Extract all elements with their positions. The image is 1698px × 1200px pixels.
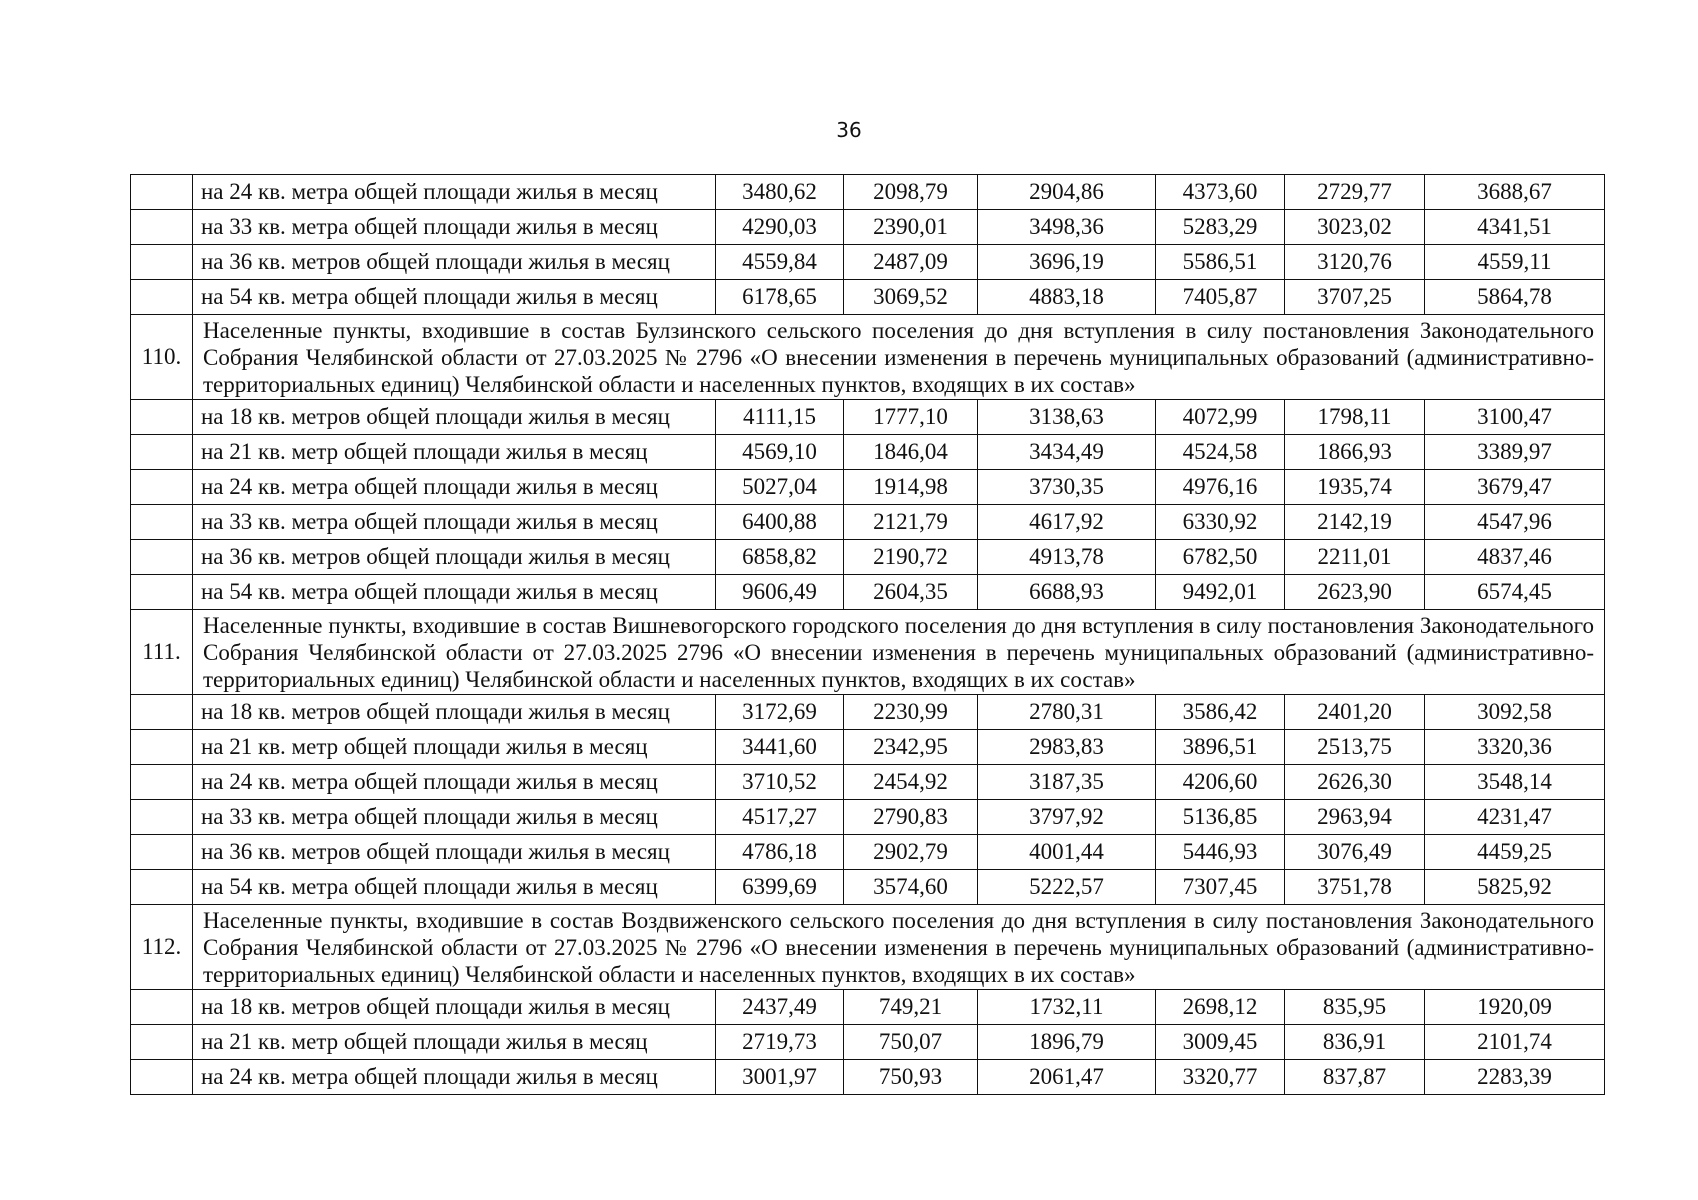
- value-cell: 2190,72: [844, 540, 978, 575]
- value-cell: 3120,76: [1285, 245, 1425, 280]
- table-row: [131, 400, 1605, 435]
- area-norm-label: на 54 кв. метра общей площади жилья в месяц: [193, 280, 716, 315]
- empty-number-cell: [131, 1025, 193, 1060]
- value-cell: 4883,18: [978, 280, 1156, 315]
- value-cell: 2121,79: [844, 505, 978, 540]
- value-cell: 3187,35: [978, 765, 1156, 800]
- table-row: [131, 175, 1605, 210]
- value-cell: 6330,92: [1156, 505, 1285, 540]
- value-cell: 4111,15: [716, 400, 844, 435]
- empty-number-cell: [131, 210, 193, 245]
- value-cell: 4837,46: [1425, 540, 1605, 575]
- value-cell: 3441,60: [716, 730, 844, 765]
- value-cell: 3498,36: [978, 210, 1156, 245]
- value-cell: 2604,35: [844, 575, 978, 610]
- table-row: [131, 1025, 1605, 1060]
- value-cell: 2513,75: [1285, 730, 1425, 765]
- value-cell: 5446,93: [1156, 835, 1285, 870]
- value-cell: 4524,58: [1156, 435, 1285, 470]
- empty-number-cell: [131, 835, 193, 870]
- value-cell: 2626,30: [1285, 765, 1425, 800]
- settlement-group-row: [131, 905, 1605, 990]
- value-cell: 2904,86: [978, 175, 1156, 210]
- value-cell: 3696,19: [978, 245, 1156, 280]
- value-cell: 2061,47: [978, 1060, 1156, 1095]
- value-cell: 3172,69: [716, 695, 844, 730]
- value-cell: 3707,25: [1285, 280, 1425, 315]
- empty-number-cell: [131, 800, 193, 835]
- area-norm-label: на 33 кв. метра общей площади жилья в месяц: [193, 800, 716, 835]
- table-row: [131, 435, 1605, 470]
- value-cell: 6178,65: [716, 280, 844, 315]
- empty-number-cell: [131, 505, 193, 540]
- table-row: [131, 990, 1605, 1025]
- value-cell: 4459,25: [1425, 835, 1605, 870]
- value-cell: 2098,79: [844, 175, 978, 210]
- value-cell: 2623,90: [1285, 575, 1425, 610]
- value-cell: 1920,09: [1425, 990, 1605, 1025]
- empty-number-cell: [131, 175, 193, 210]
- value-cell: 6688,93: [978, 575, 1156, 610]
- value-cell: 5222,57: [978, 870, 1156, 905]
- value-cell: 1798,11: [1285, 400, 1425, 435]
- value-cell: 9492,01: [1156, 575, 1285, 610]
- value-cell: 5825,92: [1425, 870, 1605, 905]
- value-cell: 2790,83: [844, 800, 978, 835]
- empty-number-cell: [131, 765, 193, 800]
- value-cell: 3001,97: [716, 1060, 844, 1095]
- settlement-group-row: [131, 610, 1605, 695]
- tariff-table: [130, 174, 1605, 1095]
- empty-number-cell: [131, 695, 193, 730]
- value-cell: 750,93: [844, 1060, 978, 1095]
- value-cell: 750,07: [844, 1025, 978, 1060]
- value-cell: 5136,85: [1156, 800, 1285, 835]
- area-norm-label: на 24 кв. метра общей площади жилья в месяц: [193, 1060, 716, 1095]
- value-cell: 1777,10: [844, 400, 978, 435]
- value-cell: 6858,82: [716, 540, 844, 575]
- value-cell: 1914,98: [844, 470, 978, 505]
- value-cell: 3548,14: [1425, 765, 1605, 800]
- area-norm-label: на 18 кв. метров общей площади жилья в месяц: [193, 990, 716, 1025]
- page-number: 36: [836, 118, 862, 142]
- value-cell: 3076,49: [1285, 835, 1425, 870]
- value-cell: 4517,27: [716, 800, 844, 835]
- area-norm-label: на 33 кв. метра общей площади жилья в месяц: [193, 210, 716, 245]
- value-cell: 9606,49: [716, 575, 844, 610]
- empty-number-cell: [131, 730, 193, 765]
- value-cell: 2437,49: [716, 990, 844, 1025]
- empty-number-cell: [131, 245, 193, 280]
- empty-number-cell: [131, 1060, 193, 1095]
- value-cell: 3434,49: [978, 435, 1156, 470]
- value-cell: 2342,95: [844, 730, 978, 765]
- value-cell: 2698,12: [1156, 990, 1285, 1025]
- value-cell: 2983,83: [978, 730, 1156, 765]
- table-body: [131, 175, 1605, 1095]
- value-cell: 3320,36: [1425, 730, 1605, 765]
- value-cell: 4559,11: [1425, 245, 1605, 280]
- value-cell: 3480,62: [716, 175, 844, 210]
- table-row: [131, 835, 1605, 870]
- value-cell: 4373,60: [1156, 175, 1285, 210]
- value-cell: 2780,31: [978, 695, 1156, 730]
- value-cell: 4206,60: [1156, 765, 1285, 800]
- value-cell: 2211,01: [1285, 540, 1425, 575]
- value-cell: 6782,50: [1156, 540, 1285, 575]
- table-row: [131, 870, 1605, 905]
- value-cell: 3009,45: [1156, 1025, 1285, 1060]
- area-norm-label: на 33 кв. метра общей площади жилья в месяц: [193, 505, 716, 540]
- value-cell: 4290,03: [716, 210, 844, 245]
- value-cell: 2230,99: [844, 695, 978, 730]
- area-norm-label: на 36 кв. метров общей площади жилья в месяц: [193, 245, 716, 280]
- area-norm-label: на 24 кв. метра общей площади жилья в месяц: [193, 765, 716, 800]
- value-cell: 6399,69: [716, 870, 844, 905]
- area-norm-label: на 54 кв. метра общей площади жилья в месяц: [193, 870, 716, 905]
- value-cell: 4001,44: [978, 835, 1156, 870]
- value-cell: 3586,42: [1156, 695, 1285, 730]
- value-cell: 2454,92: [844, 765, 978, 800]
- value-cell: 1866,93: [1285, 435, 1425, 470]
- value-cell: 3730,35: [978, 470, 1156, 505]
- empty-number-cell: [131, 990, 193, 1025]
- table-row: [131, 280, 1605, 315]
- value-cell: 5283,29: [1156, 210, 1285, 245]
- value-cell: 4341,51: [1425, 210, 1605, 245]
- value-cell: 2729,77: [1285, 175, 1425, 210]
- value-cell: 2719,73: [716, 1025, 844, 1060]
- value-cell: 5586,51: [1156, 245, 1285, 280]
- value-cell: 1896,79: [978, 1025, 1156, 1060]
- table-row: [131, 730, 1605, 765]
- value-cell: 3092,58: [1425, 695, 1605, 730]
- area-norm-label: на 21 кв. метр общей площади жилья в месяц: [193, 1025, 716, 1060]
- value-cell: 7405,87: [1156, 280, 1285, 315]
- table-row: [131, 540, 1605, 575]
- area-norm-label: на 21 кв. метр общей площади жилья в месяц: [193, 730, 716, 765]
- value-cell: 837,87: [1285, 1060, 1425, 1095]
- area-norm-label: на 36 кв. метров общей площади жилья в месяц: [193, 540, 716, 575]
- area-norm-label: на 24 кв. метра общей площади жилья в месяц: [193, 470, 716, 505]
- area-norm-label: на 18 кв. метров общей площади жилья в месяц: [193, 400, 716, 435]
- value-cell: 4547,96: [1425, 505, 1605, 540]
- table-row: [131, 1060, 1605, 1095]
- value-cell: 3138,63: [978, 400, 1156, 435]
- value-cell: 3320,77: [1156, 1060, 1285, 1095]
- table-row: [131, 765, 1605, 800]
- value-cell: 3100,47: [1425, 400, 1605, 435]
- area-norm-label: на 21 кв. метр общей площади жилья в месяц: [193, 435, 716, 470]
- value-cell: 4072,99: [1156, 400, 1285, 435]
- value-cell: 2101,74: [1425, 1025, 1605, 1060]
- empty-number-cell: [131, 400, 193, 435]
- value-cell: 5027,04: [716, 470, 844, 505]
- value-cell: 3389,97: [1425, 435, 1605, 470]
- value-cell: 2487,09: [844, 245, 978, 280]
- value-cell: 2142,19: [1285, 505, 1425, 540]
- value-cell: 2401,20: [1285, 695, 1425, 730]
- table-row: [131, 695, 1605, 730]
- value-cell: 4231,47: [1425, 800, 1605, 835]
- value-cell: 6400,88: [716, 505, 844, 540]
- group-description: Населенные пункты, входившие в состав Воздвиженского сельского поселения до дня вступления в силу постановления Законодательного Собрания Челябинской области от 27.03.2025 № 2796 «О внесении изменения в перечень муниципальных образований (административно-территориальных единиц) Челябинской области и населенных пунктов, входящих в их состав»: [193, 905, 1605, 990]
- value-cell: 4569,10: [716, 435, 844, 470]
- value-cell: 2283,39: [1425, 1060, 1605, 1095]
- group-number: 110.: [131, 315, 193, 400]
- table-row: [131, 575, 1605, 610]
- value-cell: 3896,51: [1156, 730, 1285, 765]
- value-cell: 2963,94: [1285, 800, 1425, 835]
- value-cell: 1935,74: [1285, 470, 1425, 505]
- empty-number-cell: [131, 575, 193, 610]
- empty-number-cell: [131, 540, 193, 575]
- area-norm-label: на 24 кв. метра общей площади жилья в месяц: [193, 175, 716, 210]
- value-cell: 7307,45: [1156, 870, 1285, 905]
- value-cell: 3710,52: [716, 765, 844, 800]
- value-cell: 3797,92: [978, 800, 1156, 835]
- value-cell: 4617,92: [978, 505, 1156, 540]
- value-cell: 6574,45: [1425, 575, 1605, 610]
- value-cell: 835,95: [1285, 990, 1425, 1025]
- group-description: Населенные пункты, входившие в состав Вишневогорского городского поселения до дня вступления в силу постановления Законодательного Собрания Челябинской области от 27.03.2025 2796 «О внесении изменения в перечень муниципальных образований (административно-территориальных единиц) Челябинской области и населенных пунктов, входящих в их состав»: [193, 610, 1605, 695]
- table-row: [131, 505, 1605, 540]
- table-row: [131, 470, 1605, 505]
- value-cell: 3023,02: [1285, 210, 1425, 245]
- group-number: 112.: [131, 905, 193, 990]
- value-cell: 5864,78: [1425, 280, 1605, 315]
- table-row: [131, 245, 1605, 280]
- value-cell: 1846,04: [844, 435, 978, 470]
- table-row: [131, 800, 1605, 835]
- empty-number-cell: [131, 470, 193, 505]
- area-norm-label: на 36 кв. метров общей площади жилья в месяц: [193, 835, 716, 870]
- value-cell: 836,91: [1285, 1025, 1425, 1060]
- value-cell: 4786,18: [716, 835, 844, 870]
- area-norm-label: на 18 кв. метров общей площади жилья в месяц: [193, 695, 716, 730]
- group-number: 111.: [131, 610, 193, 695]
- value-cell: 1732,11: [978, 990, 1156, 1025]
- value-cell: 4976,16: [1156, 470, 1285, 505]
- empty-number-cell: [131, 280, 193, 315]
- group-description: Населенные пункты, входившие в состав Булзинского сельского поселения до дня вступления в силу постановления Законодательного Собрания Челябинской области от 27.03.2025 № 2796 «О внесении изменения в перечень муниципальных образований (административно-территориальных единиц) Челябинской области и населенных пунктов, входящих в их состав»: [193, 315, 1605, 400]
- value-cell: 2390,01: [844, 210, 978, 245]
- value-cell: 749,21: [844, 990, 978, 1025]
- value-cell: 3574,60: [844, 870, 978, 905]
- table-row: [131, 210, 1605, 245]
- value-cell: 4559,84: [716, 245, 844, 280]
- value-cell: 4913,78: [978, 540, 1156, 575]
- value-cell: 3751,78: [1285, 870, 1425, 905]
- empty-number-cell: [131, 870, 193, 905]
- settlement-group-row: [131, 315, 1605, 400]
- area-norm-label: на 54 кв. метра общей площади жилья в месяц: [193, 575, 716, 610]
- value-cell: 3069,52: [844, 280, 978, 315]
- empty-number-cell: [131, 435, 193, 470]
- value-cell: 3688,67: [1425, 175, 1605, 210]
- value-cell: 3679,47: [1425, 470, 1605, 505]
- value-cell: 2902,79: [844, 835, 978, 870]
